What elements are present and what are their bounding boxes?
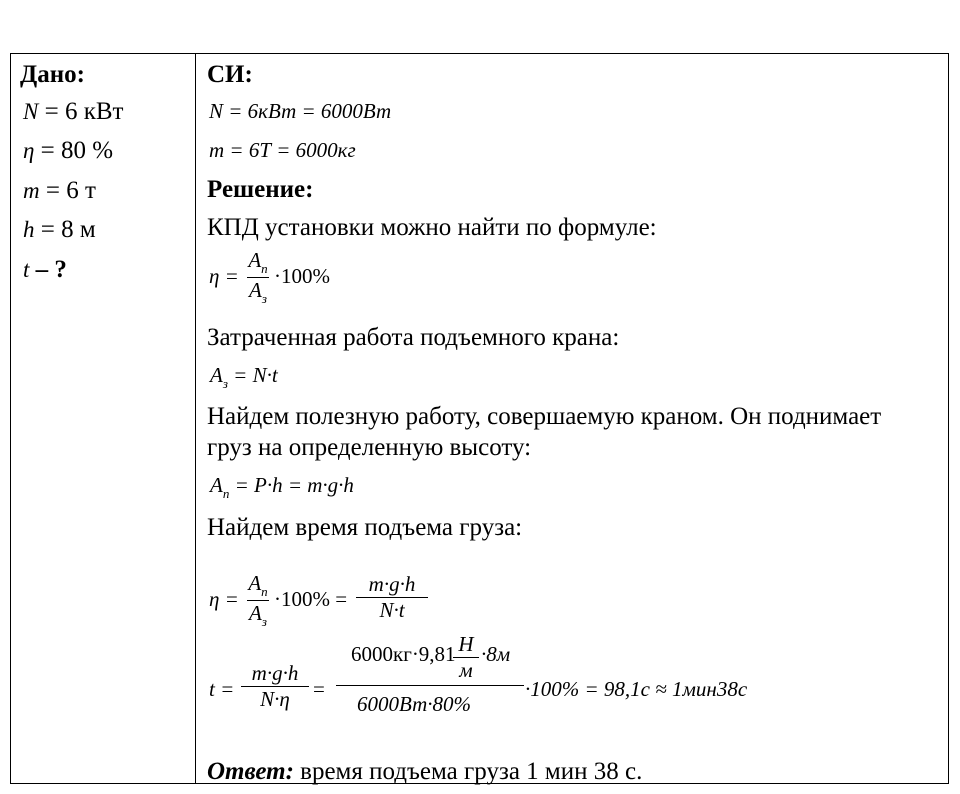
given-line-efficiency <box>23 138 113 163</box>
solution-header: Решение: <box>207 176 314 203</box>
si-mass-conversion: m = 6Т = 6000кг <box>209 138 356 162</box>
formula-time-result: ·100% = 98,1с ≈ 1мин38с <box>525 677 748 701</box>
formula-time-fraction-bar <box>336 685 524 686</box>
paragraph-spent-work: Затраченная работа подъемного крана: <box>207 324 620 351</box>
formula-unit-fraction: Н м <box>453 634 479 681</box>
paragraph-useful-work-line2: груз на определенную высоту: <box>207 434 532 461</box>
formula-time-symbolic-fraction: m·g·h N·η <box>241 663 309 710</box>
paragraph-lift-time: Найдем время подъема груза: <box>207 514 523 541</box>
formula-time-numeric-denominator: 6000Вт·80% <box>357 692 471 716</box>
formula-efficiency-expanded-mid: ·100% = <box>274 587 348 611</box>
formula-efficiency-lhs: η = <box>209 264 239 288</box>
given-symbol: t <box>23 257 30 282</box>
given-value: = 80 % <box>34 137 114 164</box>
given-symbol: m <box>23 178 40 203</box>
si-power-conversion: N = 6кВт = 6000Вт <box>209 99 392 123</box>
given-symbol: h <box>23 217 35 242</box>
given-header: Дано: <box>20 61 85 88</box>
given-line-unknown <box>23 257 67 282</box>
formula-work-fraction: $A_п$ $A_з$ <box>248 571 268 629</box>
paragraph-useful-work-line1: Найдем полезную работу, совершаемую краном. Он поднимает <box>207 403 882 430</box>
given-value: = 6 т <box>39 177 96 204</box>
formula-power-fraction: m·g·h N·t <box>356 574 428 621</box>
column-divider <box>195 54 196 783</box>
given-value: = 8 м <box>34 216 96 243</box>
formula-efficiency-rhs: ·100% <box>274 264 330 288</box>
answer-text: время подъема груза 1 мин 38 с. <box>293 758 643 785</box>
given-line-height <box>23 217 96 242</box>
formula-efficiency-expanded-lhs: η = <box>209 587 239 611</box>
formula-useful-work: $A_п = P\cdot h = m\cdot g\cdot h$ <box>210 473 354 501</box>
given-symbol: η <box>23 138 35 163</box>
given-value: = 6 кВт <box>38 98 124 125</box>
formula-time-lhs: t = <box>209 677 235 701</box>
answer-line <box>207 759 642 784</box>
answer-label: Ответ: <box>207 758 294 785</box>
formula-time-numeric-numerator: 6000кг·9,81 <box>351 642 456 666</box>
solution-table <box>10 53 949 784</box>
given-symbol: N <box>23 99 39 124</box>
formula-spent-work: $A_з = N\cdot t$ <box>210 363 278 391</box>
given-line-power <box>23 99 123 124</box>
si-header: СИ: <box>207 61 253 88</box>
formula-time-height-factor: ·8м <box>481 642 511 666</box>
paragraph-efficiency: КПД установки можно найти по формуле: <box>207 214 657 241</box>
formula-efficiency-fraction: $A_п$ $A_з$ <box>248 248 268 306</box>
given-line-mass <box>23 178 96 203</box>
formula-time-equals: = <box>313 677 325 701</box>
given-value: – ? <box>29 256 67 283</box>
